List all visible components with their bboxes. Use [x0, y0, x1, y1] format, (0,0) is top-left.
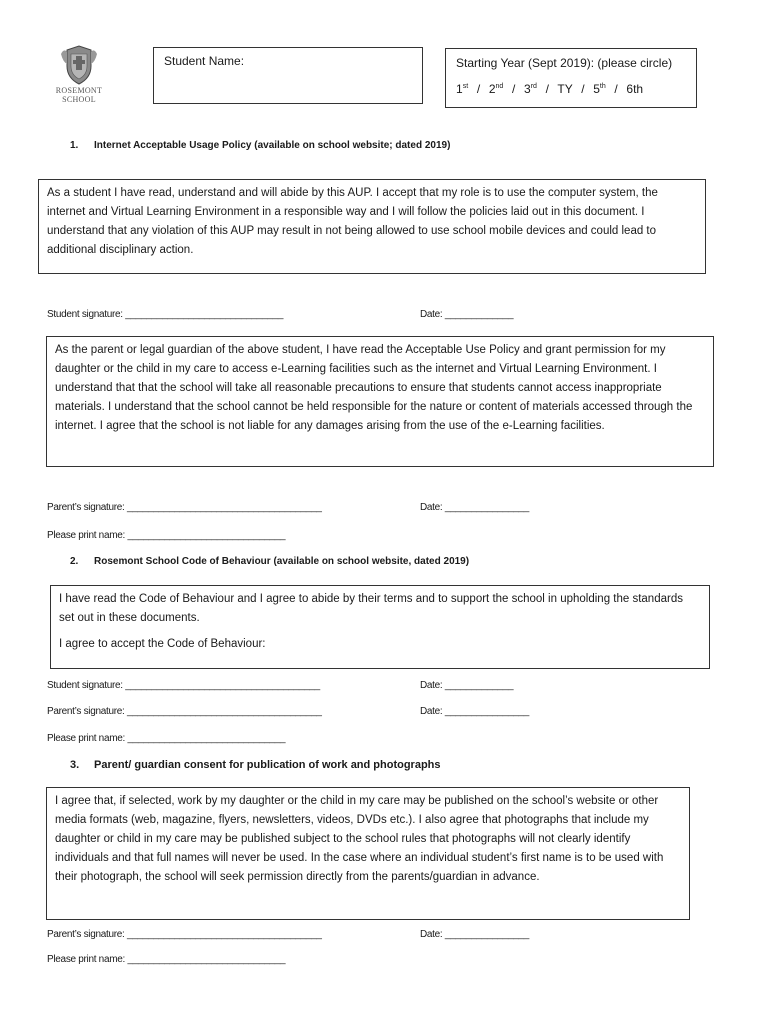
school-logo [48, 44, 110, 108]
section1-student-date[interactable]: Date: _____________ [420, 309, 514, 320]
section2-student-signature[interactable]: Student signature: _____________________________________ [47, 680, 320, 691]
section1-parent-statement [46, 336, 714, 467]
section2-parent-signature[interactable]: Parent’s signature: _____________________________________ [47, 706, 322, 717]
section3-statement [46, 787, 690, 920]
section3-parent-signature[interactable]: Parent’s signature: _____________________________________ [47, 929, 322, 940]
section1-number: 1. [70, 140, 79, 151]
starting-year-label: Starting Year (Sept 2019): (please circle) [456, 56, 673, 70]
section1-student-signature[interactable]: Student signature: ______________________________ [47, 309, 284, 320]
section3-print-name[interactable]: Please print name: ______________________________ [47, 954, 286, 965]
logo-text-rosemont: ROSEMONT [55, 86, 103, 95]
student-name-field[interactable] [153, 47, 423, 104]
section2-title: Rosemont School Code of Behaviour (available on school website, dated 2019) [94, 556, 470, 567]
section2-text2: I agree to accept the Code of Behaviour: [59, 638, 266, 650]
year-option-2[interactable]: 2nd [488, 82, 504, 96]
student-name-label: Student Name: [164, 54, 245, 68]
section3-parent-date[interactable]: Date: ________________ [420, 929, 530, 940]
section3-number: 3. [70, 759, 80, 771]
year-separator: / [511, 82, 516, 96]
section2-statement [50, 585, 710, 669]
section2-number: 2. [70, 556, 79, 567]
section3-heading [70, 759, 441, 771]
section2-text1: I have read the Code of Behaviour and I agree to abide by their terms and to support the school in upholding the standards set out in these documents. [59, 593, 683, 624]
section3-text: I agree that, if selected, work by my daughter or the child in my care may be published on the school’s website or other media formats (web, magazine, flyers, newsletters, videos, DVDs etc.). I also agree that photographs that include my daughter or child in my care may be published subject to the school rules that photographs will not clearly identify individuals and that full names will never be used. In the case where an individual student’s first name is to be used with their photograph, the school will seek permission directly from the parents/guardian in advance. [55, 795, 664, 883]
section2-print-name[interactable]: Please print name: ______________________________ [47, 733, 286, 744]
year-option-6[interactable]: 6th [626, 82, 644, 96]
section1-parent-date[interactable]: Date: ________________ [420, 502, 530, 513]
year-option-5[interactable]: 5th [593, 82, 606, 96]
year-option-3[interactable]: 3rd [524, 82, 537, 96]
section2-heading [70, 556, 469, 567]
crest-icon [59, 44, 99, 86]
section2-student-date[interactable]: Date: _____________ [420, 680, 514, 691]
starting-year-box [445, 48, 697, 108]
year-separator: / [476, 82, 481, 96]
section1-title: Internet Acceptable Usage Policy (available on school website; dated 2019) [94, 140, 451, 151]
section1-student-text: As a student I have read, understand and will abide by this AUP. I accept that my role is to use the computer system, the internet and Virtual Learning Environment in a responsible way and I will follow the policies laid out in this document. I understand that any violation of this AUP may result in not being allowed to use school mobile devices and could lead to additional disciplinary action. [47, 187, 658, 256]
year-separator: / [581, 82, 585, 96]
year-separator: / [545, 82, 549, 96]
year-separator: / [614, 82, 618, 96]
section1-parent-signature[interactable]: Parent’s signature: _____________________________________ [47, 502, 322, 513]
section1-print-name[interactable]: Please print name: ______________________________ [47, 530, 286, 541]
logo-text-school: SCHOOL [62, 95, 96, 104]
year-option-1[interactable]: 1st [456, 82, 469, 96]
section1-heading [70, 140, 450, 151]
year-options [456, 82, 686, 96]
section3-title: Parent/ guardian consent for publication of work and photographs [94, 759, 441, 771]
section2-parent-date[interactable]: Date: ________________ [420, 706, 530, 717]
section1-parent-text: As the parent or legal guardian of the above student, I have read the Acceptable Use Policy and grant permission for my daughter or the child in my care to access e-Learning facilities such as the internet and Virtual Learning Environment. I understand that that the school will take all reasonable precautions to ensure that students cannot access inappropriate materials. I understand that the school cannot be held responsible for the nature or content of materials accessed through the internet. I agree that the school is not liable for any damages arising from the use of the e-Learning facilities. [55, 344, 693, 432]
section1-student-statement [38, 179, 706, 274]
year-option-ty[interactable]: TY [557, 82, 573, 96]
